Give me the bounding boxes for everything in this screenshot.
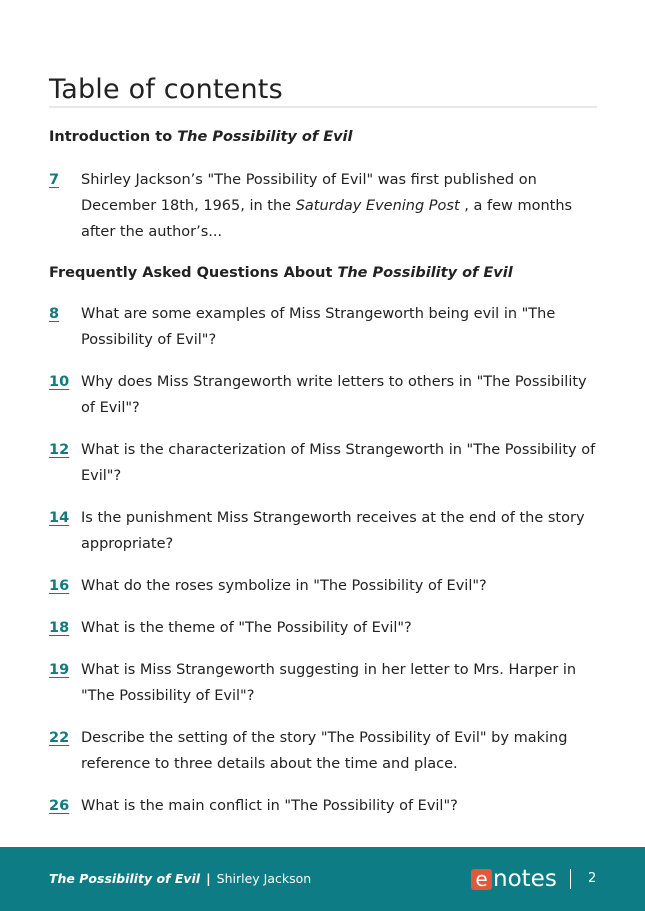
- enotes-logo-text: notes: [493, 865, 557, 892]
- section-heading-title: The Possibility of Evil: [337, 265, 513, 281]
- toc-entry-text: Shirley Jackson’s "The Possibility of Evil" was first published on December 18th, 1965, in the Saturday Evening Post , a few months after the author’s...: [81, 172, 573, 240]
- section-heading-introduction: [49, 129, 353, 145]
- section-heading-prefix: Frequently Asked Questions About: [49, 265, 338, 281]
- toc-entry: [49, 167, 601, 245]
- toc-entry: [49, 793, 601, 819]
- toc-entry-text: What is the characterization of Miss Strangeworth in "The Possibility of Evil"?: [81, 442, 596, 484]
- toc-entry: [49, 657, 601, 709]
- toc-entry-text: What are some examples of Miss Strangeworth being evil in "The Possibility of Evil"?: [81, 306, 556, 348]
- toc-entry-text: Describe the setting of the story "The Possibility of Evil" by making reference to three details about the time and place.: [81, 730, 568, 772]
- toc-entry: [49, 369, 601, 421]
- footer-author: Shirley Jackson: [216, 871, 312, 886]
- toc-page-link[interactable]: 8: [49, 306, 60, 322]
- toc-entry-text: What is Miss Strangeworth suggesting in her letter to Mrs. Harper in "The Possibility of Evil"?: [81, 662, 577, 704]
- toc-page-link[interactable]: 16: [49, 578, 70, 594]
- section-heading-prefix: Introduction to: [49, 129, 178, 145]
- toc-page-link[interactable]: 19: [49, 662, 70, 678]
- toc-entry: [49, 725, 601, 777]
- toc-page-link[interactable]: 26: [49, 798, 70, 814]
- footer-book-info: [49, 871, 311, 886]
- toc-entry: [49, 437, 601, 489]
- page-number: 2: [588, 871, 597, 886]
- toc-page-link[interactable]: 10: [49, 374, 70, 390]
- toc-entry-text: What is the theme of "The Possibility of Evil"?: [81, 620, 412, 636]
- footer-separator: |: [206, 871, 211, 886]
- toc-entry-text: Is the punishment Miss Strangeworth receives at the end of the story appropriate?: [81, 510, 585, 552]
- toc-entry-text: What is the main conflict in "The Possibility of Evil"?: [81, 798, 458, 814]
- toc-entry: [49, 505, 601, 557]
- toc-page-link[interactable]: 12: [49, 442, 70, 458]
- toc-entry-text: What do the roses symbolize in "The Possibility of Evil"?: [81, 578, 487, 594]
- toc-entry-text: Why does Miss Strangeworth write letters to others in "The Possibility of Evil"?: [81, 374, 587, 416]
- enotes-logo-e: e: [471, 869, 492, 890]
- toc-page-link[interactable]: 18: [49, 620, 70, 636]
- section-heading-title: The Possibility of Evil: [177, 129, 353, 145]
- publication-name: Saturday Evening Post: [295, 198, 460, 214]
- section-heading-faq: [49, 265, 513, 281]
- page-title: Table of contents: [49, 74, 283, 106]
- page-footer: [0, 847, 645, 911]
- toc-entry: [49, 301, 601, 353]
- title-divider: [49, 106, 597, 108]
- footer-book-title: The Possibility of Evil: [49, 871, 201, 886]
- enotes-logo[interactable]: [471, 866, 557, 892]
- toc-entry: [49, 573, 601, 599]
- footer-divider: [570, 869, 571, 889]
- toc-page-link[interactable]: 7: [49, 172, 60, 188]
- toc-page-link[interactable]: 14: [49, 510, 70, 526]
- toc-entry: [49, 615, 601, 641]
- toc-page-link[interactable]: 22: [49, 730, 70, 746]
